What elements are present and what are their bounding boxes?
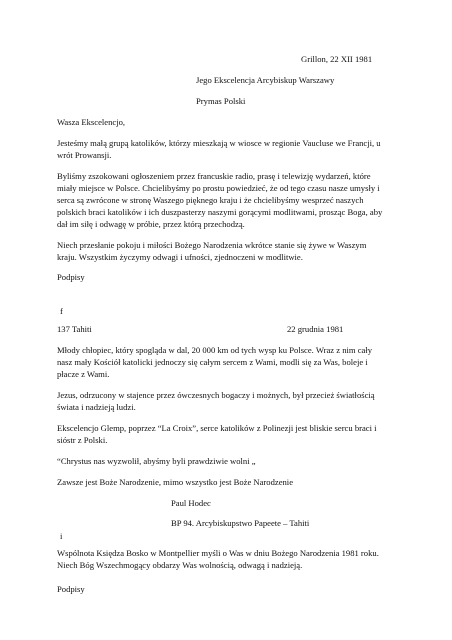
letter1-paragraph-2-line: miały miejsce w Polsce. Chcielibyśmy po prostu powiedzieć, że od tego czasu nasze umysły i (57, 183, 380, 193)
letter2-paragraph-2-line: świata i nadzieją ludzi. (57, 402, 136, 412)
letter3-line-2: Niech Bóg Wszechmogący obdarzy Was wolnością, odwagą i nadzieją. (57, 560, 303, 570)
letter2-paragraph-1-line: płacze z Wami. (57, 369, 110, 379)
letter1-paragraph-3-line: kraju. Wszystkim życzymy odwagi i ufności, zjednoczeni w modlitwie. (57, 252, 303, 262)
letter2-paragraph-4: Zawsze jest Boże Narodzenie, mimo wszystko jest Boże Narodzenie (57, 477, 294, 487)
section-marker-f: f (60, 306, 63, 316)
letter1-paragraph-1-line: wrót Prowansji. (57, 150, 112, 160)
letter2-reference: 137 Tahiti (57, 324, 92, 334)
letter2-paragraph-2-line: Jezus, odrzucony w stajence przez ówczesnych bogaczy i możnych, był przecież światłością (57, 390, 375, 400)
letter1-paragraph-2-line: Byliśmy zszokowani ogłoszeniem przez francuskie radio, prasę i telewizję wydarzeń, które (57, 171, 371, 181)
letter2-sender: Paul Hodec (171, 498, 211, 508)
recipient-line-1: Jego Ekscelencja Arcybiskup Warszawy (196, 75, 335, 85)
letter2-sender-address: BP 94. Arcybiskupstwo Papeete – Tahiti (171, 518, 310, 528)
letter2-paragraph-3-line: sióstr z Polski. (57, 435, 108, 445)
section-marker-i: i (60, 531, 63, 541)
salutation: Wasza Ekscelencjo, (57, 117, 126, 127)
letter2-paragraph-3-line: Ekscelencjo Glemp, poprzez “La Croix”, serce katolików z Polinezji jest bliskie sercu braci i (57, 423, 377, 433)
letter1-paragraph-2-line: dał im siłę i odwagę w próbie, przez którą przechodzą. (57, 219, 245, 229)
letter3-line-1: Wspólnota Księdza Bosko w Montpellier myśli o Was w dniu Bożego Narodzenia 1981 roku. (57, 548, 379, 558)
letter1-paragraph-2-line: polskich braci katolików i ich duszpasterzy naszymi gorącymi modlitwami, prosząc Boga, aby (57, 207, 383, 217)
letter2-quote: “Chrystus nas wyzwolił, abyśmy byli prawdziwie wolni „ (57, 456, 256, 466)
place-date: Grillon, 22 XII 1981 (301, 54, 373, 64)
letter2-paragraph-1-line: Młody chłopiec, który spogląda w dal, 20 000 km od tych wysp ku Polsce. Wraz z nim cały (57, 345, 373, 355)
letter2-paragraph-1-line: nasz mały Kościół katolicki jednoczy się całym sercem z Wami, modli się za Was, boleje i (57, 357, 368, 367)
letter1-signature: Podpisy (57, 272, 85, 282)
letter1-paragraph-1-line: Jesteśmy małą grupą katolików, którzy mieszkają w wiosce w regionie Vaucluse we Francji, u (57, 138, 381, 148)
recipient-line-2: Prymas Polski (196, 96, 246, 106)
letter3-signature: Podpisy (57, 584, 85, 594)
letter1-paragraph-3-line: Niech przesłanie pokoju i miłości Bożego Narodzenia wkrótce stanie się żywe w Waszym (57, 240, 367, 250)
letter2-date: 22 grudnia 1981 (287, 324, 344, 334)
letter1-paragraph-2-line: serca są zwrócone w stronę Waszego pięknego kraju i że chcielibyśmy wesprzeć naszych (57, 195, 364, 205)
